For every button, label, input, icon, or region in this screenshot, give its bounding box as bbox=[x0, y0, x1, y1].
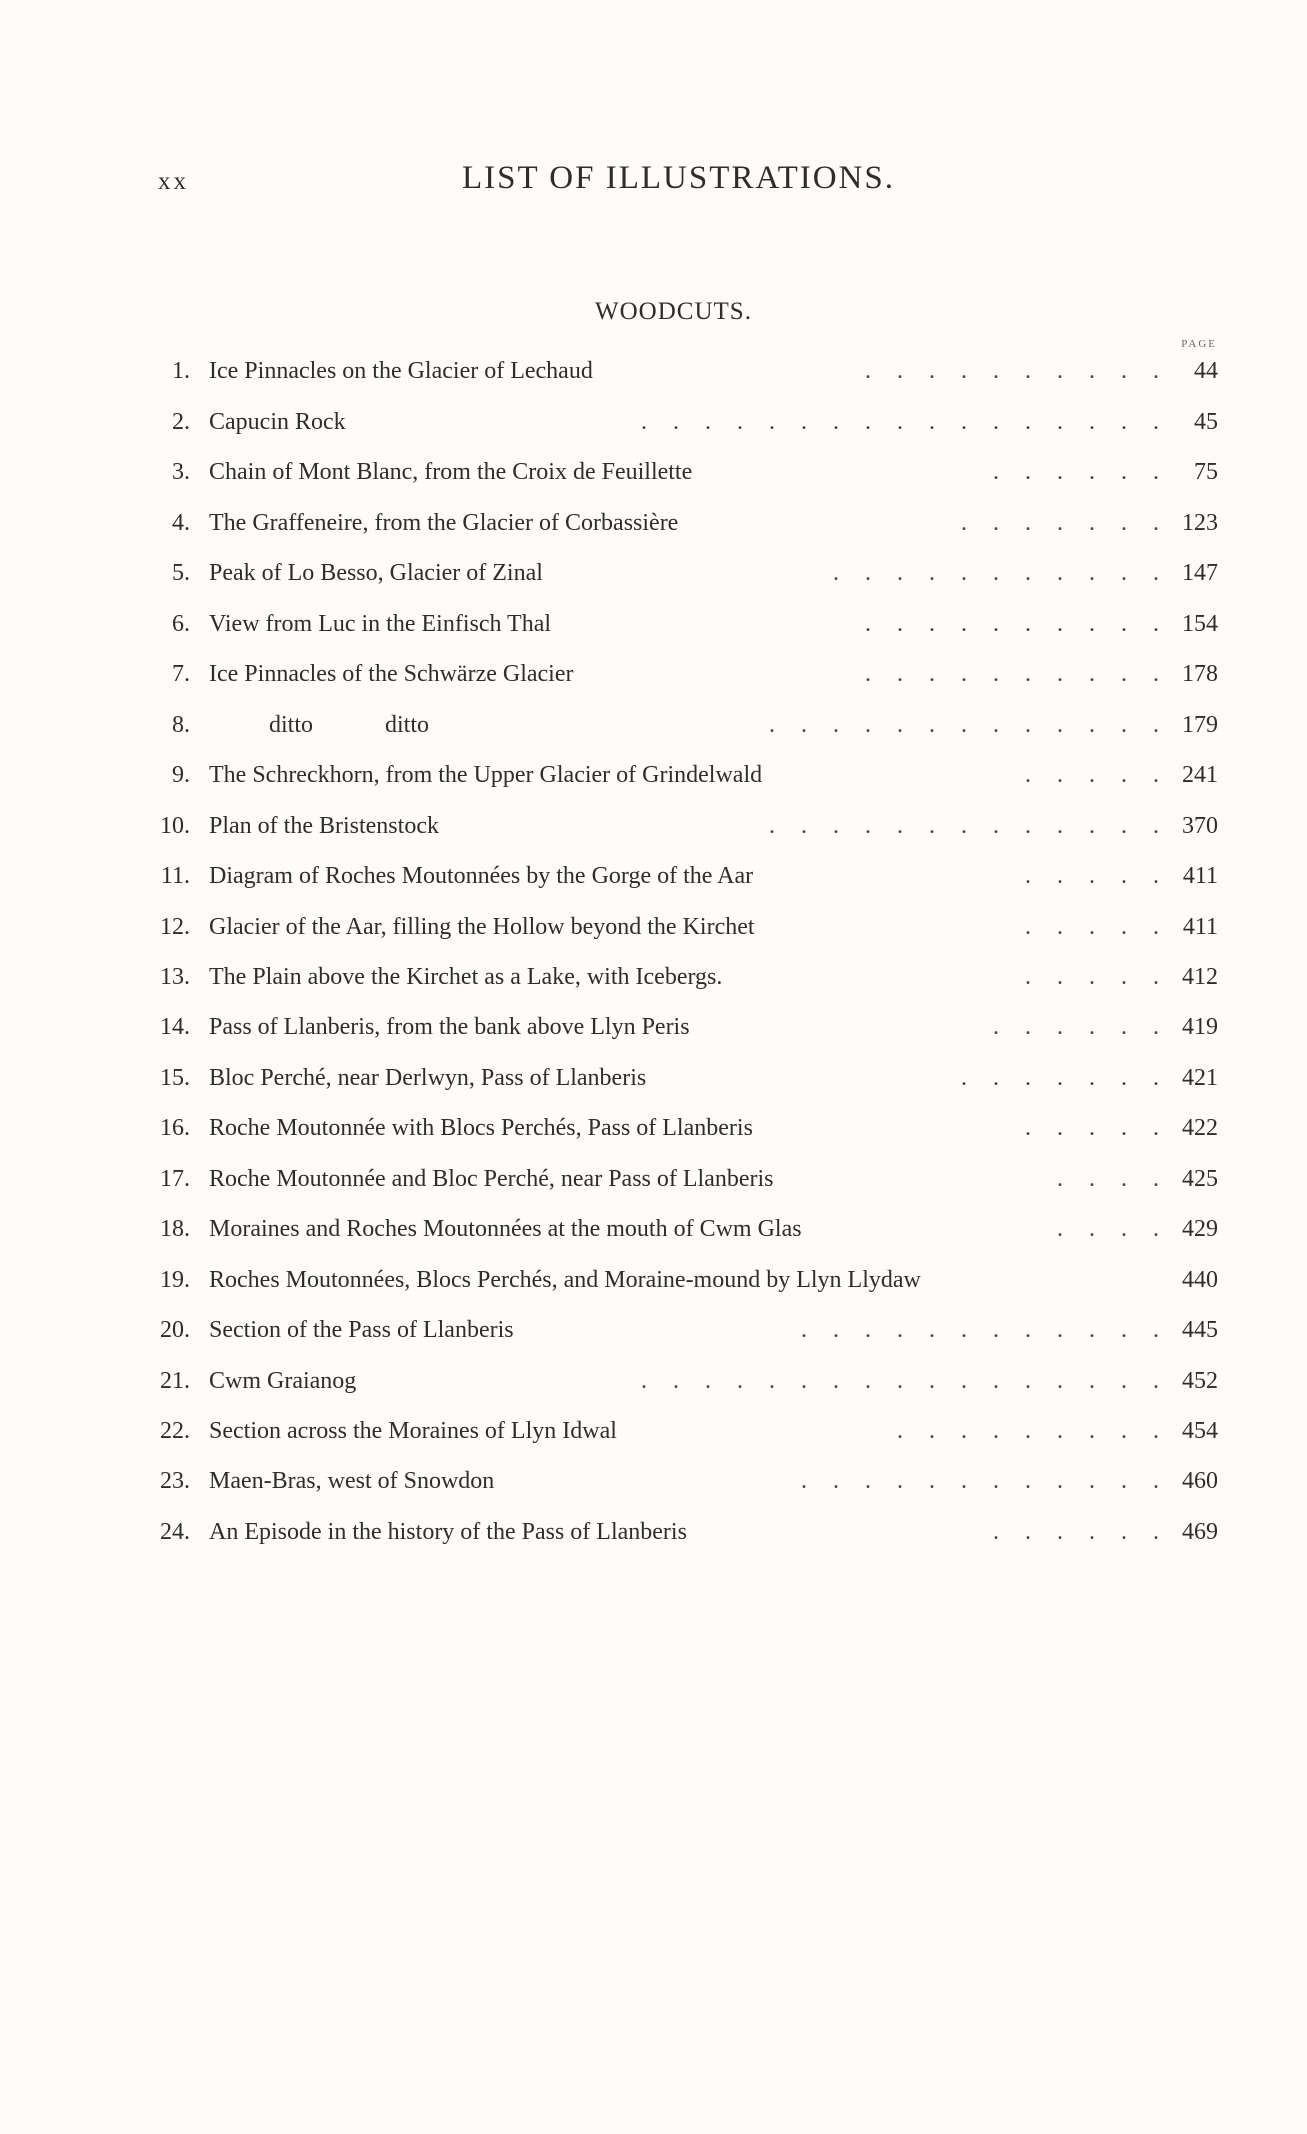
list-item bbox=[0, 358, 1307, 408]
entry-title: Ice Pinnacles of the Schwärze Glacier bbox=[209, 661, 574, 687]
entry-page: 411 bbox=[1182, 914, 1218, 940]
page-column-label: PAGE bbox=[1181, 338, 1217, 350]
entry-page: 147 bbox=[1182, 560, 1218, 586]
dot-leader: . . . . . . . . . . bbox=[865, 661, 1169, 687]
list-item bbox=[0, 611, 1307, 661]
entry-page: 411 bbox=[1182, 863, 1218, 889]
entry-page: 44 bbox=[1194, 358, 1218, 384]
list-item bbox=[0, 459, 1307, 509]
entry-page: 419 bbox=[1182, 1014, 1218, 1040]
list-item bbox=[0, 964, 1307, 1014]
entry-number: 16. bbox=[160, 1115, 190, 1141]
entry-number: 1. bbox=[172, 358, 190, 384]
entry-number: 2. bbox=[172, 409, 190, 435]
dot-leader: . . . . . . . . . . bbox=[865, 358, 1169, 384]
list-item bbox=[0, 1166, 1307, 1216]
dot-leader: . . . . . bbox=[1025, 914, 1169, 940]
entry-page: 123 bbox=[1182, 510, 1218, 536]
entry-number: 11. bbox=[160, 863, 190, 889]
entry-number: 18. bbox=[160, 1216, 190, 1242]
list-item bbox=[0, 712, 1307, 762]
entry-title: An Episode in the history of the Pass of Llanberis bbox=[209, 1519, 687, 1545]
entry-title: Capucin Rock bbox=[209, 409, 346, 435]
entry-number: 5. bbox=[172, 560, 190, 586]
list-item bbox=[0, 661, 1307, 711]
entry-number: 9. bbox=[172, 762, 190, 788]
dot-leader: . . . . . bbox=[1025, 1115, 1169, 1141]
list-item bbox=[0, 1065, 1307, 1115]
dot-leader: . . . . . . . . . . . bbox=[833, 560, 1169, 586]
entry-page: 45 bbox=[1194, 409, 1218, 435]
list-item bbox=[0, 762, 1307, 812]
entry-title: Ice Pinnacles on the Glacier of Lechaud bbox=[209, 358, 593, 384]
dot-leader: . . . . . . . bbox=[961, 510, 1169, 536]
entry-number: 21. bbox=[160, 1368, 190, 1394]
entry-title: View from Luc in the Einfisch Thal bbox=[209, 611, 552, 637]
entry-number: 23. bbox=[160, 1468, 190, 1494]
list-item bbox=[0, 560, 1307, 610]
entry-page: 421 bbox=[1182, 1065, 1218, 1091]
entry-title: Diagram of Roches Moutonnées by the Gorge of the Aar bbox=[209, 863, 754, 889]
entry-title: Roches Moutonnées, Blocs Perchés, and Moraine-mound by Llyn Llydaw bbox=[209, 1267, 921, 1293]
dot-leader: . . . . . . . . . bbox=[897, 1418, 1169, 1444]
dot-leader: . . . . . . . . . . . . bbox=[801, 1317, 1169, 1343]
list-item bbox=[0, 1216, 1307, 1266]
dot-leader: . . . . bbox=[1057, 1216, 1169, 1242]
entry-page: 154 bbox=[1182, 611, 1218, 637]
list-item bbox=[0, 510, 1307, 560]
entry-page: 429 bbox=[1182, 1216, 1218, 1242]
section-heading: WOODCUTS. bbox=[595, 298, 752, 325]
dot-leader: . . . . . . . . . . . . bbox=[801, 1468, 1169, 1494]
entry-number: 12. bbox=[160, 914, 190, 940]
list-item bbox=[0, 863, 1307, 913]
list-item bbox=[0, 1115, 1307, 1165]
entry-page: 440 bbox=[1182, 1267, 1218, 1293]
entry-number: 13. bbox=[160, 964, 190, 990]
entry-page: 454 bbox=[1182, 1418, 1218, 1444]
list-item bbox=[0, 1468, 1307, 1518]
entry-title: The Graffeneire, from the Glacier of Corbassière bbox=[209, 510, 679, 536]
entry-number: 19. bbox=[160, 1267, 190, 1293]
dot-leader: . . . . . . . . . . . . . . . . . bbox=[641, 1368, 1169, 1394]
entry-number: 14. bbox=[160, 1014, 190, 1040]
entry-number: 24. bbox=[160, 1519, 190, 1545]
entry-number: 3. bbox=[172, 459, 190, 485]
list-item bbox=[0, 409, 1307, 459]
entry-page: 469 bbox=[1182, 1519, 1218, 1545]
dot-leader: . . . . . . bbox=[993, 459, 1169, 485]
entry-page: 75 bbox=[1194, 459, 1218, 485]
entry-title: Section across the Moraines of Llyn Idwal bbox=[209, 1418, 617, 1444]
entry-page: 422 bbox=[1182, 1115, 1218, 1141]
entry-title: The Schreckhorn, from the Upper Glacier of Grindelwald bbox=[209, 762, 763, 788]
entry-page: 425 bbox=[1182, 1166, 1218, 1192]
dot-leader: . . . . . . bbox=[993, 1014, 1169, 1040]
entry-page: 412 bbox=[1182, 964, 1218, 990]
page-title: LIST OF ILLUSTRATIONS. bbox=[462, 160, 895, 196]
entry-page: 452 bbox=[1182, 1368, 1218, 1394]
dot-leader: . . . . . bbox=[1025, 964, 1169, 990]
dot-leader: . . . . . . bbox=[993, 1519, 1169, 1545]
dot-leader: . . . . . bbox=[1025, 762, 1169, 788]
entry-number: 8. bbox=[172, 712, 190, 738]
entry-number: 15. bbox=[160, 1065, 190, 1091]
dot-leader: . . . . . bbox=[1025, 863, 1169, 889]
page-header bbox=[0, 160, 1307, 200]
entry-title: Chain of Mont Blanc, from the Croix de Feuillette bbox=[209, 459, 693, 485]
entry-title: Moraines and Roches Moutonnées at the mouth of Cwm Glas bbox=[209, 1216, 802, 1242]
entry-number: 4. bbox=[172, 510, 190, 536]
list-item bbox=[0, 1317, 1307, 1367]
entry-page: 445 bbox=[1182, 1317, 1218, 1343]
list-item bbox=[0, 1267, 1307, 1317]
entry-title: The Plain above the Kirchet as a Lake, with Icebergs. bbox=[209, 964, 723, 990]
entry-number: 20. bbox=[160, 1317, 190, 1343]
entry-number: 7. bbox=[172, 661, 190, 687]
dot-leader: . . . . . . . . . . bbox=[865, 611, 1169, 637]
entry-title: Pass of Llanberis, from the bank above Llyn Peris bbox=[209, 1014, 690, 1040]
entry-title: Maen-Bras, west of Snowdon bbox=[209, 1468, 495, 1494]
entry-number: 22. bbox=[160, 1418, 190, 1444]
dot-leader: . . . . . . . bbox=[961, 1065, 1169, 1091]
entry-number: 17. bbox=[160, 1166, 190, 1192]
entry-title: Plan of the Bristenstock bbox=[209, 813, 439, 839]
entry-title: Roche Moutonnée and Bloc Perché, near Pass of Llanberis bbox=[209, 1166, 774, 1192]
entry-title: Glacier of the Aar, filling the Hollow beyond the Kirchet bbox=[209, 914, 755, 940]
dot-leader: . . . . . . . . . . . . . bbox=[769, 813, 1169, 839]
list-item bbox=[0, 1368, 1307, 1418]
list-item bbox=[0, 1418, 1307, 1468]
list-item bbox=[0, 1014, 1307, 1064]
entry-page: 178 bbox=[1182, 661, 1218, 687]
entry-number: 6. bbox=[172, 611, 190, 637]
list-item bbox=[0, 914, 1307, 964]
list-item bbox=[0, 813, 1307, 863]
list-item bbox=[0, 1519, 1307, 1569]
entry-page: 460 bbox=[1182, 1468, 1218, 1494]
entry-number: 10. bbox=[160, 813, 190, 839]
dot-leader: . . . . . . . . . . . . . bbox=[769, 712, 1169, 738]
entry-title: Cwm Graianog bbox=[209, 1368, 357, 1394]
entry-title: Section of the Pass of Llanberis bbox=[209, 1317, 514, 1343]
page-number: xx bbox=[158, 168, 189, 195]
entry-title: Roche Moutonnée with Blocs Perchés, Pass of Llanberis bbox=[209, 1115, 753, 1141]
entry-title: Peak of Lo Besso, Glacier of Zinal bbox=[209, 560, 543, 586]
entry-title: Bloc Perché, near Derlwyn, Pass of Llanberis bbox=[209, 1065, 647, 1091]
dot-leader: . . . . bbox=[1057, 1166, 1169, 1192]
entry-title: ditto ditto bbox=[209, 712, 430, 738]
dot-leader: . . . . . . . . . . . . . . . . . bbox=[641, 409, 1169, 435]
entry-page: 370 bbox=[1182, 813, 1218, 839]
entry-page: 179 bbox=[1182, 712, 1218, 738]
entry-page: 241 bbox=[1182, 762, 1218, 788]
